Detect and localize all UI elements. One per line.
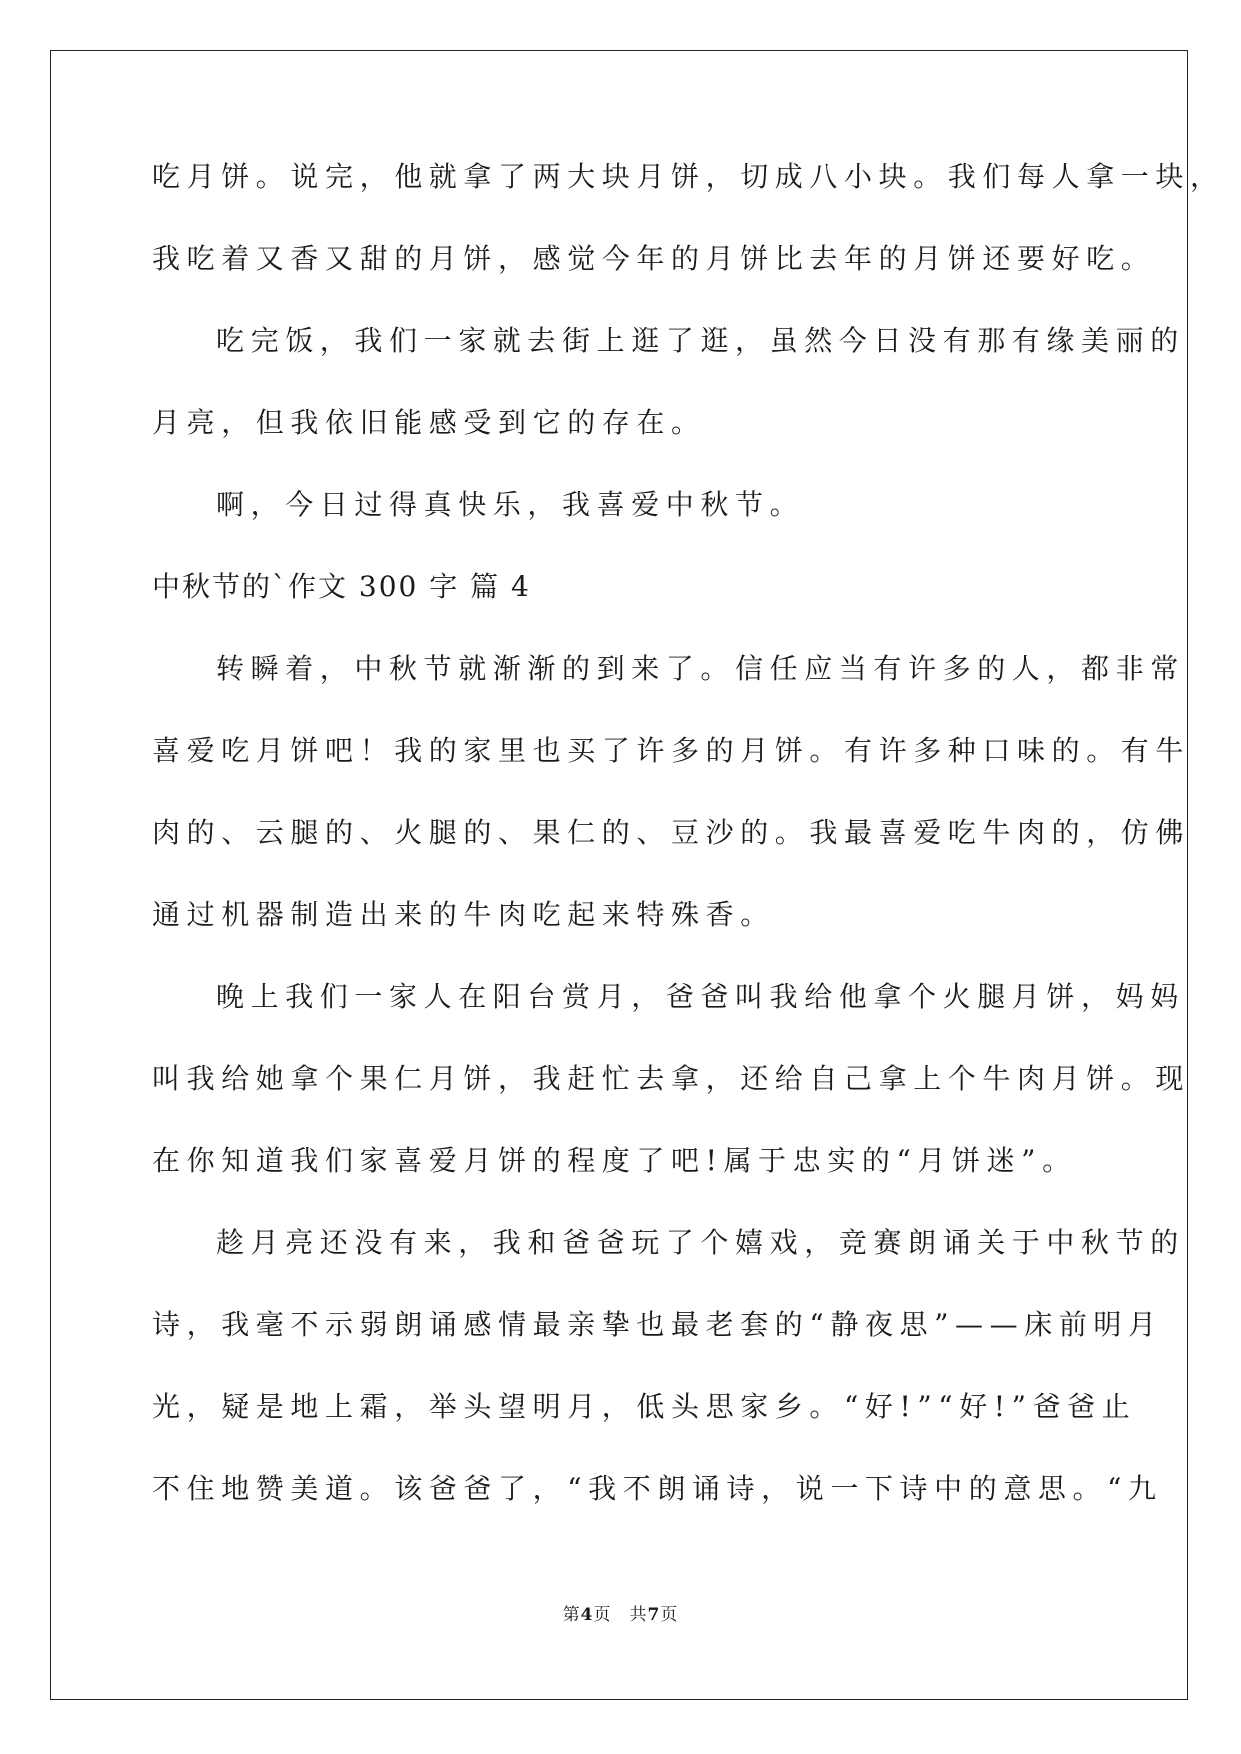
document-body xyxy=(152,160,1225,1554)
text-line: 我吃着又香又甜的月饼，感觉今年的月饼比去年的月饼还要好吃。 xyxy=(152,242,1156,275)
text-line: 光，疑是地上霜，举头望明月，低头思家乡。“好!”“好!”爸爸止 xyxy=(152,1390,1137,1423)
text-line: 转瞬着，中秋节就渐渐的到来了。信任应当有许多的人，都非常 xyxy=(216,652,1185,685)
text-line: 吃月饼。说完，他就拿了两大块月饼，切成八小块。我们每人拿一块， xyxy=(152,160,1225,193)
page-number-prefix: 第 xyxy=(562,1605,581,1625)
page-number-suffix: 页 xyxy=(593,1605,612,1625)
text-line: 肉的、云腿的、火腿的、果仁的、豆沙的。我最喜爱吃牛肉的，仿佛 xyxy=(152,816,1191,849)
page-footer xyxy=(0,1600,1241,1625)
section-heading: 中秋节的`作文 300 字 篇 4 xyxy=(152,570,531,603)
text-line: 叫我给她拿个果仁月饼，我赶忙去拿，还给自己拿上个牛肉月饼。现 xyxy=(152,1062,1191,1095)
total-page-count: 7 xyxy=(647,1605,661,1625)
text-line: 趁月亮还没有来，我和爸爸玩了个嬉戏，竞赛朗诵关于中秋节的 xyxy=(216,1226,1185,1259)
text-line: 诗，我毫不示弱朗诵感情最亲挚也最老套的“静夜思”——床前明月 xyxy=(152,1308,1163,1341)
text-line: 喜爱吃月饼吧！我的家里也买了许多的月饼。有许多种口味的。有牛 xyxy=(152,734,1191,767)
text-line: 在你知道我们家喜爱月饼的程度了吧!属于忠实的“月饼迷”。 xyxy=(152,1144,1077,1177)
text-line: 月亮，但我依旧能感受到它的存在。 xyxy=(152,406,706,439)
total-pages-suffix: 页 xyxy=(660,1605,679,1625)
text-line: 晚上我们一家人在阳台赏月，爸爸叫我给他拿个火腿月饼，妈妈 xyxy=(216,980,1185,1013)
current-page-number: 4 xyxy=(580,1605,594,1625)
text-line: 吃完饭，我们一家就去街上逛了逛，虽然今日没有那有缘美丽的 xyxy=(216,324,1185,357)
text-line: 通过机器制造出来的牛肉吃起来特殊香。 xyxy=(152,898,775,931)
text-line: 不住地赞美道。该爸爸了，“我不朗诵诗，说一下诗中的意思。“九 xyxy=(152,1472,1163,1505)
text-line: 啊，今日过得真快乐，我喜爱中秋节。 xyxy=(216,488,805,521)
total-pages-prefix: 共 xyxy=(629,1605,648,1625)
